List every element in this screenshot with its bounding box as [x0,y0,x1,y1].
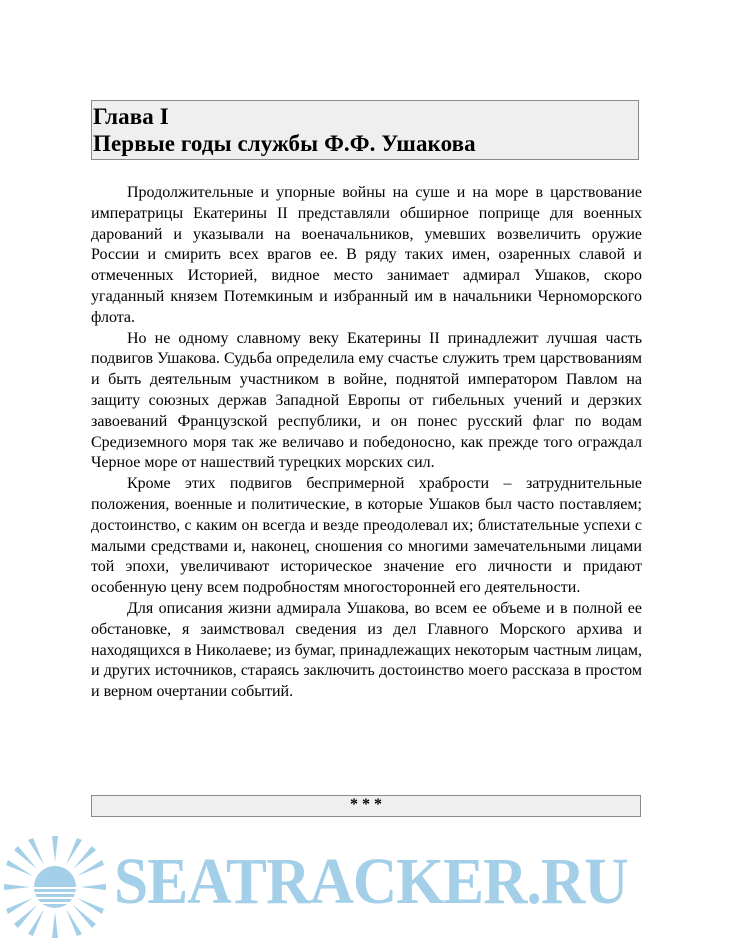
paragraph-3: Кроме этих подвигов беспримерной храбрости – затруднительные положения, военные и политические, в которые Ушаков был часто поставляем; достоинство, с каким он всегда и везде преодолевал их; блистательные успехи с малыми средствами и, наконец, сношения со многими замечательными лицами той эпохи, увеличивают историческое значение его личности и придают особенную цену всем подробностям многосторонней его деятельности. [91,475,642,597]
paragraph-1: Продолжительные и упорные войны на суше и на море в царствование императрицы Екатерины II представляли обширное поприще для военных дарований и указывали на военачальников, умевших возвеличить оружие России и смирить всех врагов ее. В ряду таких имен, озаренных славой и отмеченных Историей, видное место занимает адмирал Ушаков, скоро угаданный князем Потемкиным и избранный им в начальники Черноморского флота. [91,184,642,326]
paragraph-4: Для описания жизни адмирала Ушакова, во всем ее объеме и в полной ее обстановке, я заимствовал сведения из дел Главного Морского архива и находящихся в Николаеве; из бумаг, принадлежащих некоторым частным лицам, и других источников, стараясь заключить достоинство моего рассказа в простом и верном очертании событий. [91,599,642,701]
site-watermark [0,832,733,942]
sun-icon [0,832,110,942]
chapter-number: Глава I [93,104,169,129]
chapter-title: Первые годы службы Ф.Ф. Ушакова [93,131,476,156]
watermark-text: SEATRACKER.RU [114,845,628,918]
chapter-body [91,183,642,703]
chapter-heading-box [91,100,639,160]
section-separator: * * * [91,795,641,817]
paragraph-2: Но не одному славному веку Екатерины II принадлежит лучшая часть подвигов Ушакова. Судьба определила ему счастье служить трем царствованиям и быть деятельным участником в войне, поднятой императором Павлом на защиту союзных держав Западной Европы от гибельных учений и дерзких завоеваний Французской республики, и он понес русский флаг по водам Средиземного моря так же величаво и победоносно, как прежде того ограждал Черное море от нашествий турецких морских сил. [91,329,642,472]
